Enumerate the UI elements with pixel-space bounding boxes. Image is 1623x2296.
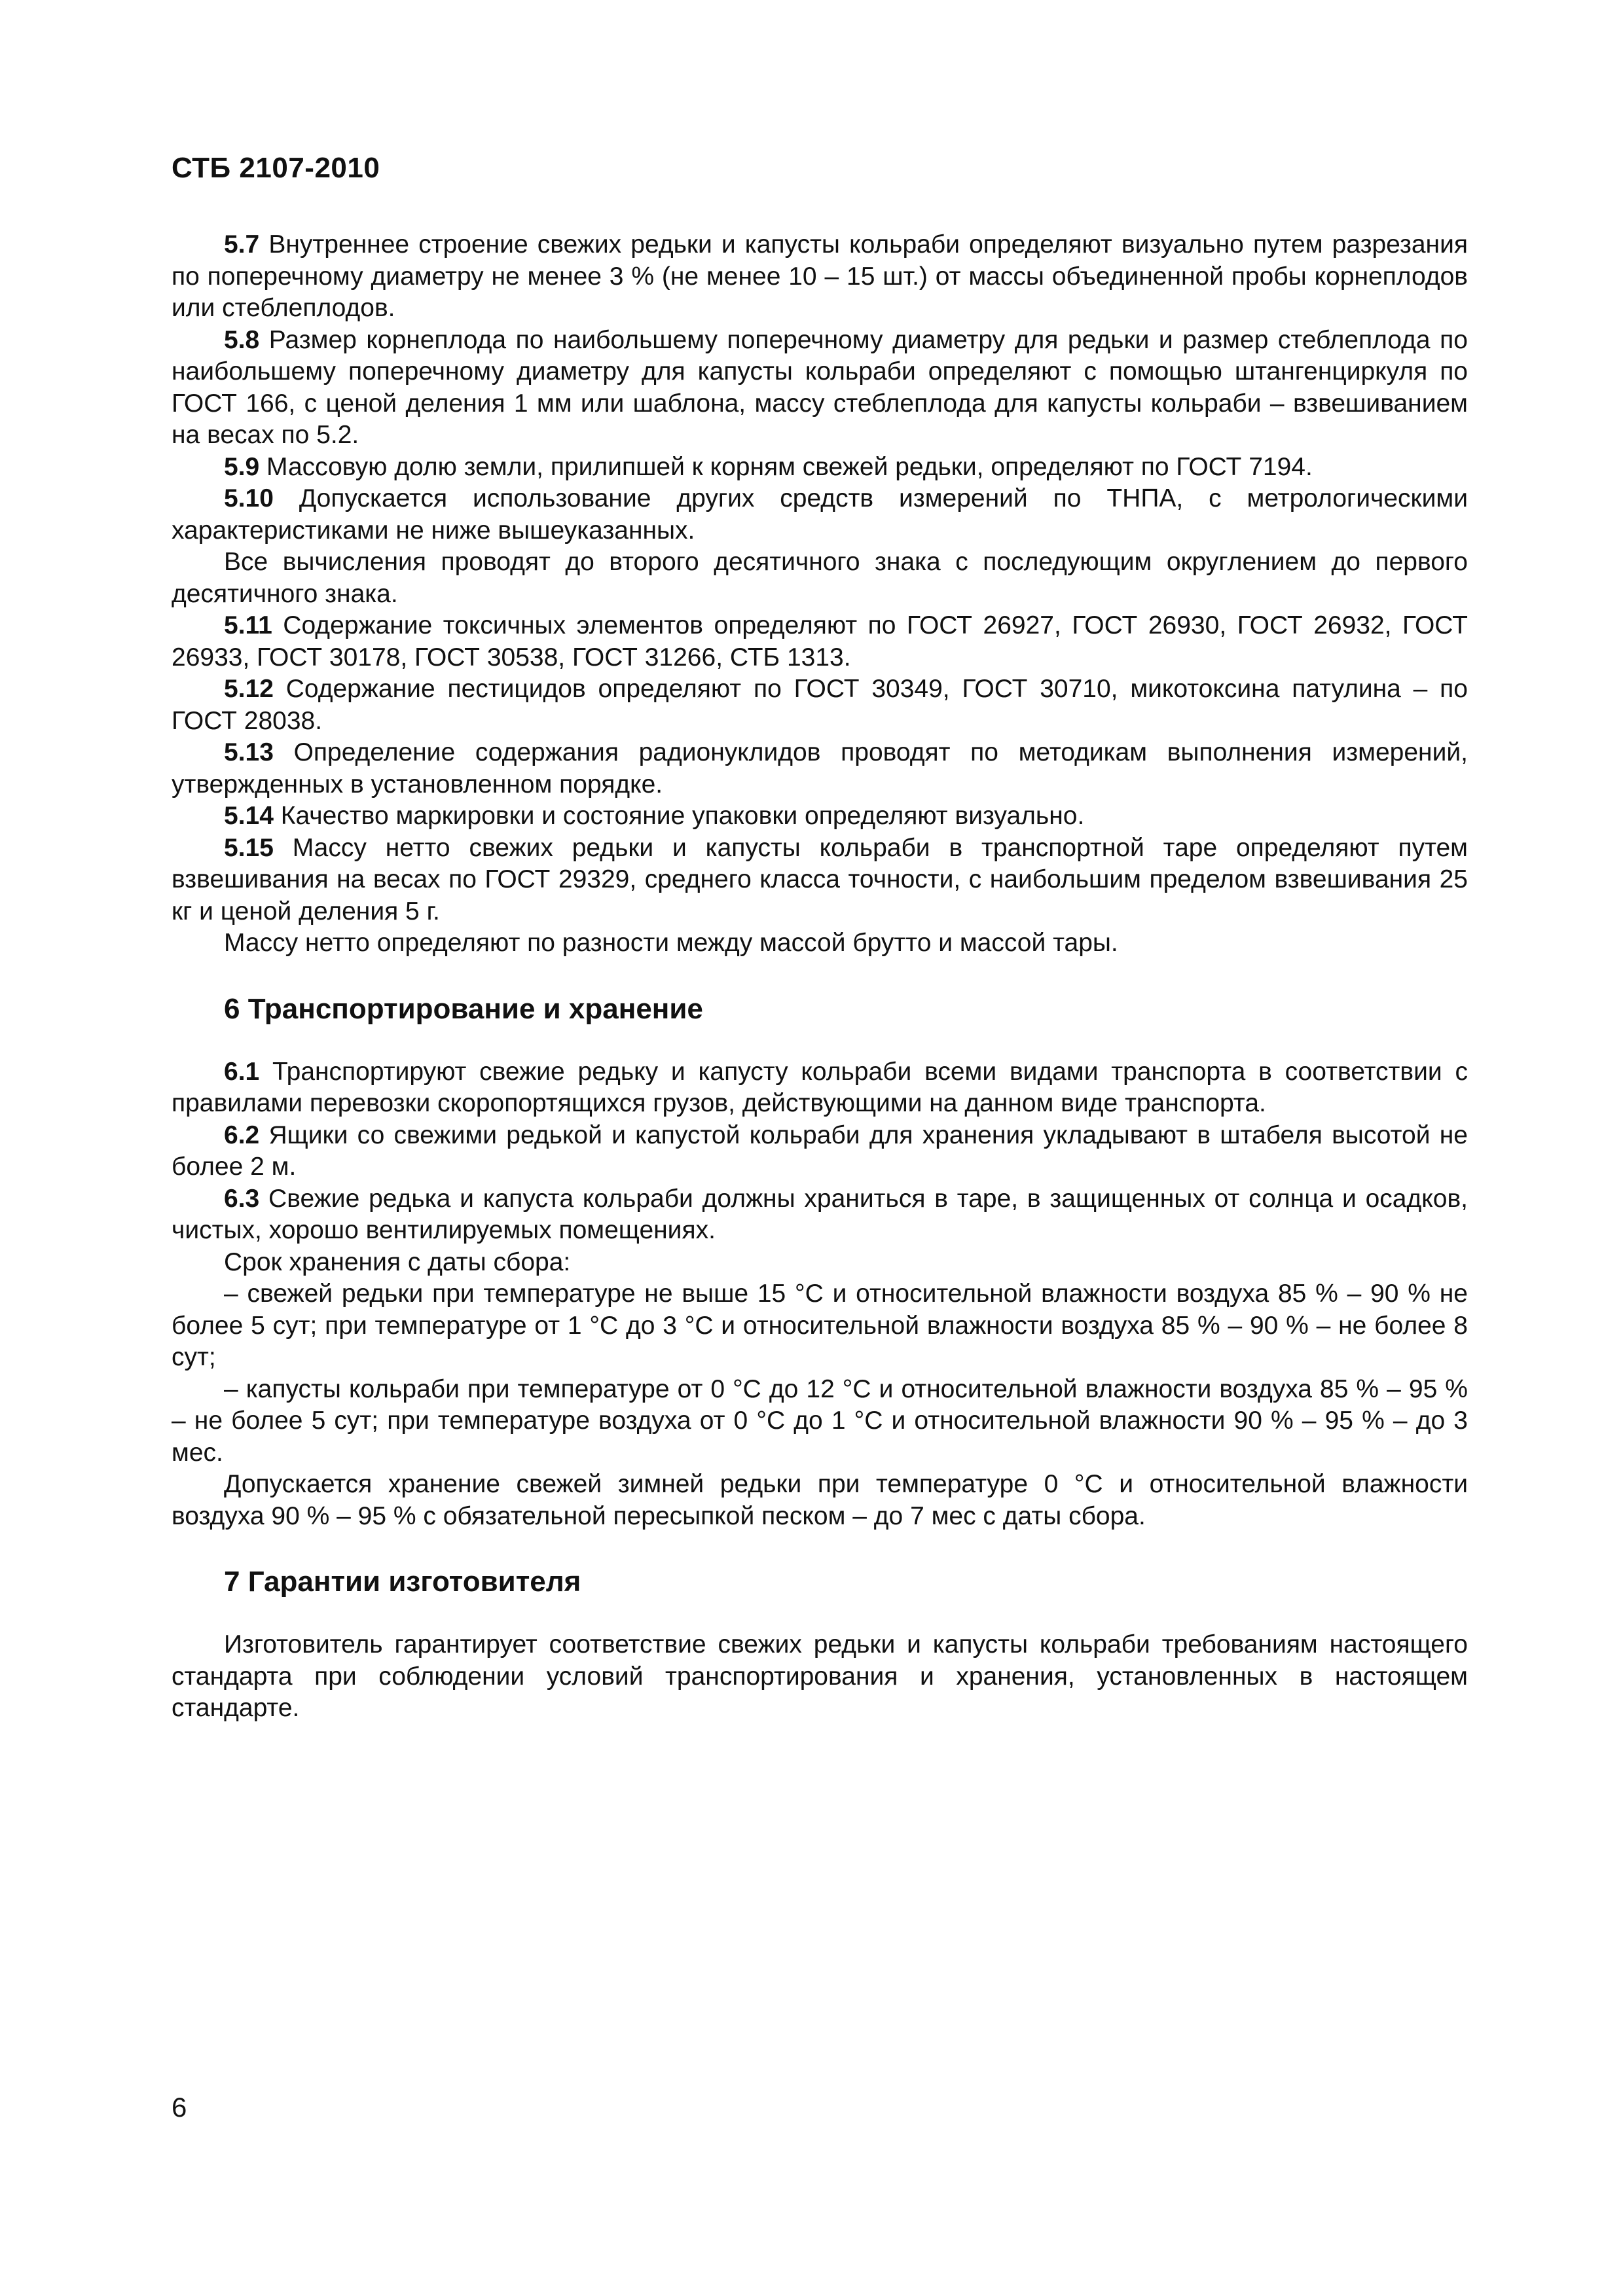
paragraph-5-11 xyxy=(172,610,1468,673)
section-6 xyxy=(172,1056,1468,1533)
clause-number: 5.14 xyxy=(224,802,274,830)
clause-text: Размер корнеплода по наибольшему поперечному диаметру для редьки и размер стеблеплода по наибольшему поперечному диаметру для капусты кольраби определяют с помощью штангенциркуля по ГОСТ 166, с ценой деления 1 мм или шаблона, массу стеблеплода для капусты кольраби – взвешиванием на весах по 5.2. xyxy=(172,325,1468,449)
clause-text: Ящики со свежими редькой и капустой кольраби для хранения укладывают в штабеля высотой не более 2 м. xyxy=(172,1121,1468,1181)
clause-text: Свежие редька и капуста кольраби должны храниться в таре, в защищенных от солнца и осадков, чистых, хорошо вентилируемых помещениях. xyxy=(172,1184,1468,1244)
paragraph-5-7 xyxy=(172,229,1468,325)
paragraph-5-15 xyxy=(172,833,1468,928)
clause-number: 6.3 xyxy=(224,1184,260,1213)
paragraph-6-1 xyxy=(172,1056,1468,1120)
clause-text: Допускается использование других средств измерений по ТНПА, с метрологическими характеристиками не ниже вышеуказанных. xyxy=(172,484,1468,545)
clause-text: Массу нетто свежих редьки и капусты кольраби в транспортной таре определяют путем взвешивания на весах по ГОСТ 29329, среднего класса точности, с наибольшим пределом взвешивания 25 кг и ценой деления 5 г. xyxy=(172,833,1468,925)
clause-text: Все вычисления проводят до второго десятичного знака с последующим округлением до первого десятичного знака. xyxy=(172,548,1468,608)
paragraph-6-2 xyxy=(172,1120,1468,1183)
page-number: 6 xyxy=(172,2092,187,2123)
clause-text: Транспортируют свежие редьку и капусту кольраби всеми видами транспорта в соответствии с правилами перевозки скоропортящихся грузов, действующими на данном виде транспорта. xyxy=(172,1057,1468,1117)
paragraph-5-9 xyxy=(172,452,1468,484)
clause-text: Качество маркировки и состояние упаковки определяют визуально. xyxy=(273,802,1085,830)
clause-number: 6.1 xyxy=(224,1057,260,1086)
clause-text: Внутреннее строение свежих редьки и капусты кольраби определяют визуально путем разрезания по поперечному диаметру не менее 3 % (не менее 10 – 15 шт.) от массы объединенной пробы корнеплодов или стеблеплодов. xyxy=(172,230,1468,322)
clause-number: 5.10 xyxy=(224,484,274,512)
clause-text: Массу нетто определяют по разности между массой брутто и массой тары. xyxy=(224,929,1118,957)
paragraph-5-13 xyxy=(172,737,1468,800)
paragraph-calculations xyxy=(172,547,1468,610)
paragraph-net-mass xyxy=(172,927,1468,960)
paragraph-5-10 xyxy=(172,483,1468,547)
clause-text: Срок хранения с даты сбора: xyxy=(224,1247,571,1276)
paragraph-manufacturer-guarantee xyxy=(172,1629,1468,1725)
clause-text: Массовую долю земли, прилипшей к корням свежей редьки, определяют по ГОСТ 7194. xyxy=(259,452,1313,481)
clause-number: 5.11 xyxy=(224,611,272,639)
document-code: СТБ 2107-2010 xyxy=(172,152,380,184)
section-7 xyxy=(172,1629,1468,1725)
clause-text: – капусты кольраби при температуре от 0 °С до 12 °С и относительной влажности воздуха 85 % – 95 % – не более 5 сут; при температуре воздуха от 0 °С до 1 °С и относительной влажности 90 % – 95 % – до 3 мес. xyxy=(172,1374,1468,1467)
clause-number: 5.8 xyxy=(224,325,260,354)
clause-text: Содержание пестицидов определяют по ГОСТ 30349, ГОСТ 30710, микотоксина патулина – по ГОСТ 28038. xyxy=(172,675,1468,735)
clause-number: 5.9 xyxy=(224,452,260,481)
paragraph-5-8 xyxy=(172,325,1468,452)
paragraph-radish-storage xyxy=(172,1278,1468,1374)
clause-text: – свежей редьки при температуре не выше 15 °С и относительной влажности воздуха 85 % – 90 % не более 5 сут; при температуре от 1 °С до 3 °С и относительной влажности воздуха 85 % – 90 % – не более 8 сут; xyxy=(172,1280,1468,1371)
paragraph-kohlrabi-storage xyxy=(172,1374,1468,1469)
clause-text: Содержание токсичных элементов определяют по ГОСТ 26927, ГОСТ 26930, ГОСТ 26932, ГОСТ 26933, ГОСТ 30178, ГОСТ 30538, ГОСТ 31266, СТБ 1313. xyxy=(172,611,1468,672)
paragraph-winter-radish-storage xyxy=(172,1469,1468,1532)
document-page xyxy=(172,0,1468,2296)
section-7-heading: 7 Гарантии изготовителя xyxy=(224,1566,581,1598)
clause-number: 6.2 xyxy=(224,1121,260,1149)
paragraph-storage-period xyxy=(172,1247,1468,1279)
paragraph-5-14 xyxy=(172,800,1468,833)
paragraph-5-12 xyxy=(172,673,1468,737)
clause-number: 5.12 xyxy=(224,675,274,703)
document-body xyxy=(172,229,1468,1725)
clause-number: 5.15 xyxy=(224,833,274,862)
section-5-continued xyxy=(172,229,1468,960)
clause-number: 5.7 xyxy=(224,230,260,259)
section-6-heading: 6 Транспортирование и хранение xyxy=(224,992,703,1025)
paragraph-6-3 xyxy=(172,1183,1468,1247)
clause-text: Определение содержания радионуклидов проводят по методикам выполнения измерений, утвержденных в установленном порядке. xyxy=(172,738,1468,798)
clause-number: 5.13 xyxy=(224,738,274,766)
clause-text: Изготовитель гарантирует соответствие свежих редьки и капусты кольраби требованиям настоящего стандарта при соблюдении условий транспортирования и хранения, установленных в настоящем стандарте. xyxy=(172,1630,1468,1722)
clause-text: Допускается хранение свежей зимней редьки при температуре 0 °С и относительной влажности воздуха 90 % – 95 % с обязательной пересыпкой песком – до 7 мес с даты сбора. xyxy=(172,1470,1468,1530)
